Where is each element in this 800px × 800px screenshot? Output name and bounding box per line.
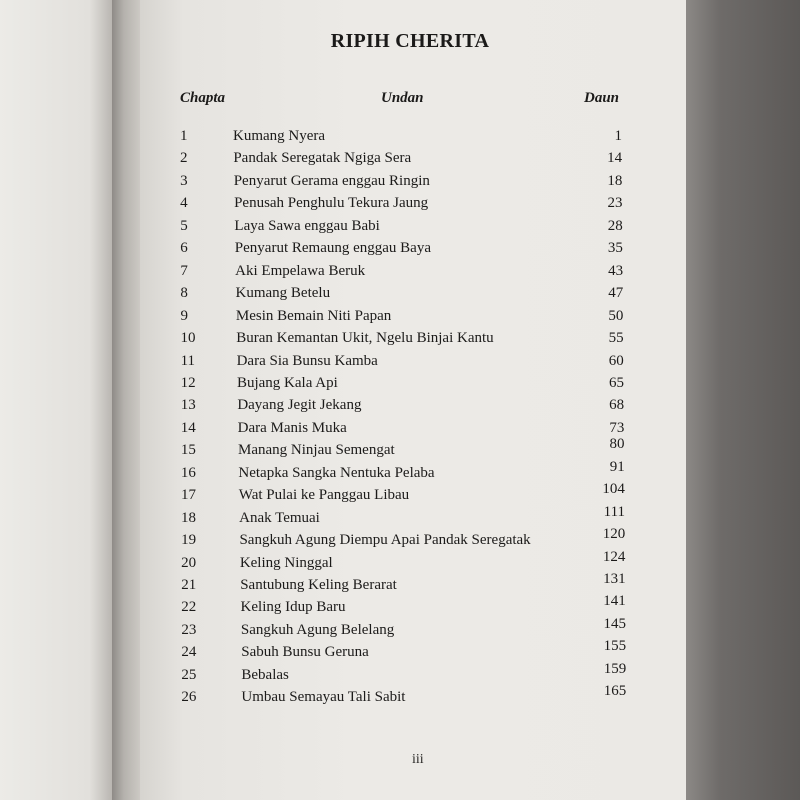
chapter-title: Santubung Keling Berarat	[240, 577, 397, 593]
chapter-page: 145	[603, 615, 626, 632]
chapter-page: 35	[607, 240, 623, 257]
chapter-number: 8	[180, 285, 188, 302]
chapter-page: 165	[603, 683, 627, 700]
chapter-title: Mesin Bemain Niti Papan	[235, 307, 392, 324]
chapter-page: 18	[607, 172, 623, 189]
page-number: iii	[412, 752, 424, 767]
chapter-title: Keling Idup Baru	[240, 599, 346, 616]
chapter-title: Pandak Seregatak Ngiga Sera	[233, 150, 412, 167]
chapter-title: Sabuh Bunsu Geruna	[241, 644, 369, 661]
toc-row	[181, 353, 641, 375]
chapter-page: 80	[609, 436, 625, 453]
chapter-page: 1	[614, 128, 622, 144]
chapter-number: 16	[180, 464, 196, 481]
chapter-page: 124	[602, 548, 626, 565]
chapter-number: 11	[180, 352, 196, 369]
chapter-page: 43	[608, 262, 624, 279]
toc-row	[180, 128, 640, 150]
chapter-page: 60	[608, 352, 624, 369]
chapter-title: Penyarut Remaung enggau Baya	[234, 240, 431, 257]
chapter-page: 47	[608, 285, 624, 302]
chapter-page: 28	[607, 217, 623, 234]
chapter-number: 2	[180, 150, 188, 167]
chapter-number: 5	[180, 217, 188, 234]
toc-row	[180, 308, 640, 330]
chapter-title: Kumang Betelu	[235, 285, 331, 302]
chapter-page: 55	[608, 330, 624, 347]
chapter-page: 50	[608, 307, 624, 324]
chapter-number: 12	[180, 374, 196, 391]
chapter-number: 19	[181, 532, 197, 549]
chapter-title: Buran Kemantan Ukit, Ngelu Binjai Kantu	[236, 330, 494, 347]
chapter-title: Penusah Penghulu Tekura Jaung	[234, 195, 429, 212]
chapter-title: Manang Ninjau Semengat	[238, 442, 395, 459]
chapter-page: 104	[602, 481, 625, 498]
chapter-number: 4	[180, 195, 188, 212]
chapter-number: 6	[180, 240, 188, 257]
chapter-number: 10	[180, 330, 196, 347]
chapter-page: 23	[607, 195, 623, 212]
toc-row	[181, 375, 641, 397]
chapter-number: 25	[181, 666, 197, 683]
chapter-title: Penyarut Gerama enggau Ringin	[233, 172, 430, 189]
chapter-page: 65	[608, 374, 624, 391]
chapter-number: 23	[181, 621, 197, 638]
chapter-title: Anak Temuai	[239, 509, 320, 526]
chapter-title: Wat Pulai ke Panggau Libau	[238, 487, 410, 504]
chapter-title: Bujang Kala Api	[236, 374, 338, 391]
chapter-page: 141	[603, 593, 626, 610]
toc-row	[181, 683, 641, 711]
chapter-number: 17	[180, 487, 196, 504]
chapter-page: 73	[609, 419, 625, 436]
toc-row	[181, 330, 641, 352]
chapter-number: 21	[181, 577, 197, 593]
chapter-number: 9	[180, 307, 188, 324]
column-header-page: Daun	[584, 90, 620, 106]
toc-row	[180, 218, 640, 240]
chapter-page: 155	[603, 638, 627, 655]
toc-row	[180, 150, 640, 172]
toc-row	[180, 263, 640, 285]
chapter-number: 7	[180, 262, 188, 279]
chapter-page: 91	[609, 458, 625, 475]
chapter-number: 20	[181, 554, 197, 571]
chapter-page: 159	[603, 660, 627, 677]
toc-row	[180, 173, 640, 195]
chapter-title: Laya Sawa enggau Babi	[234, 217, 380, 234]
chapter-title: Aki Empelawa Beruk	[235, 262, 366, 279]
chapter-title: Dara Sia Bunsu Kamba	[236, 352, 378, 369]
chapter-number: 24	[181, 644, 197, 661]
book-spine	[112, 0, 142, 800]
chapter-title: Netapka Sangka Nentuka Pelaba	[238, 464, 435, 481]
page-title: RIPIH CHERITA	[330, 30, 490, 52]
chapter-title: Keling Ninggal	[239, 554, 333, 571]
column-header-chapter: Chapta	[180, 90, 226, 106]
chapter-number: 14	[180, 419, 196, 436]
toc-row	[181, 397, 641, 419]
column-header-title: Undan	[381, 90, 424, 106]
chapter-page: 14	[607, 150, 623, 167]
chapter-title: Bebalas	[241, 666, 289, 683]
chapter-number: 22	[181, 599, 197, 616]
chapter-title: Sangkuh Agung Belelang	[240, 621, 395, 638]
chapter-number: 13	[180, 397, 196, 414]
chapter-title: Dara Manis Muka	[237, 419, 347, 436]
chapter-title: Umbau Semayau Tali Sabit	[241, 689, 406, 706]
chapter-page: 120	[602, 526, 626, 543]
background-surface	[686, 0, 800, 800]
toc-row	[180, 195, 640, 217]
chapter-number: 1	[180, 128, 188, 144]
chapter-number: 18	[181, 509, 197, 526]
chapter-title: Kumang Nyera	[233, 128, 326, 144]
chapter-number: 3	[180, 172, 188, 189]
chapter-title: Dayang Jegit Jekang	[237, 397, 362, 414]
toc-row	[180, 240, 640, 262]
chapter-page: 131	[603, 571, 626, 587]
chapter-page: 68	[609, 397, 625, 414]
toc-row	[180, 285, 640, 307]
chapter-page: 111	[603, 503, 626, 520]
chapter-title: Sangkuh Agung Diempu Apai Pandak Seregatak	[239, 532, 531, 549]
left-page	[0, 0, 112, 800]
chapter-number: 26	[181, 689, 197, 706]
chapter-number: 15	[180, 442, 196, 459]
